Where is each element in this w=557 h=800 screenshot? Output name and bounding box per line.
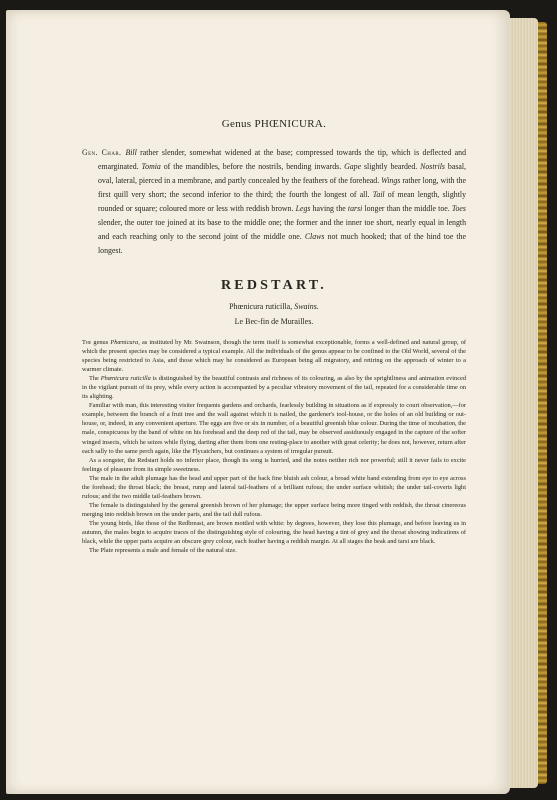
inline-text: The — [89, 375, 101, 383]
species-title: REDSTART. — [221, 278, 327, 293]
char-text: rather slender, somewhat widened at the base; compressed towards the tip, which is deflected and emarginated. — [98, 148, 466, 171]
char-term: Tomia — [141, 162, 161, 171]
char-term: Claws — [304, 232, 325, 241]
page-content — [82, 118, 466, 555]
char-text: rather long, with the first quill very short; the second inferior to the third; the fourth the longest of all. — [98, 176, 466, 199]
char-term: Legs — [295, 204, 311, 213]
lead-word: The — [82, 339, 92, 346]
inline-text: is distinguished by the beautiful contrasts and richness of its colouring, as also by the sprightliness and animation evinced in the vigilant pursuit of its prey, while every action is accompanied by a peculiar vibratory movement of the tail, repeated for a considerable time on its alighting. — [82, 375, 466, 401]
paragraph: The female is distinguished by the general greenish brown of her plumage; the upper surface being more tinged with reddish, the throat cinereous merging into reddish brown on the under parts, and the tail dull rufous. — [82, 501, 466, 518]
paragraph — [82, 374, 466, 401]
paragraph — [82, 338, 466, 374]
paragraph: As a songster, the Redstart holds no inferior place, though its song is hurried, and the notes neither rich nor powerful; still it never fails to excite feelings of pleasure from its simple sweetness. — [82, 456, 466, 473]
char-term: Toes — [451, 204, 466, 213]
latin-name — [82, 302, 466, 311]
species-name: Phœnicura ruticilla — [100, 375, 151, 383]
page-stack-edge — [510, 18, 538, 788]
genus-title: Genus PHŒNICURA. — [221, 118, 327, 130]
paragraph: The Plate represents a male and female of the natural size. — [89, 547, 237, 555]
paragraph: The young birds, like those of the Redbreast, are brown mottled with white: by degrees, however, they lose this plumage, and before leaving us in autumn, the males begin to acquire traces of the distinguishing style of colouring, the head having a tint of grey and the throat showing indications of black, while the upper parts acquire an obscure grey colour, each feather having a reddish margin. At all stages the beak and tarsi are black. — [82, 519, 466, 546]
french-name: Le Bec-fin de Murailles. — [234, 317, 314, 326]
paragraph: Familiar with man, this interesting visiter frequents gardens and orchards, fearlessly building in situations as if expressly to court observation,—for example, between the branch of a fruit tree and the wall against which it is nailed, the gardener's tool-house, or the holes of an old building or out-house, or, indeed, in any convenient aperture. The eggs are five or six in number, of a beautiful greenish blue colour. During the time of incubation, the male, conspicuous by the band of white on his forehead and the deep red of the tail, may be observed assiduously engaged in the capture of the softer winged insects, which he seizes while flying, darting after them from one resting-place to another with great celerity; he does not, however, return after each sally to the same perch again, like the Flycatchers, but continues a system of irregular pursuit. — [82, 402, 466, 455]
authority: Swains. — [294, 302, 319, 311]
char-text: of the mandibles, before the nostrils, bending inwards. — [160, 162, 345, 171]
char-text: slender, the outer toe joined at its base to the middle one; the former and the inner toe short, nearly equal in length and each reaching only to the second joint of the middle one. — [98, 218, 466, 241]
char-term: tarsi — [347, 204, 363, 213]
inline-text: genus — [93, 339, 111, 346]
char-text: slightly bearded. — [361, 162, 421, 171]
char-text: having the — [310, 204, 348, 213]
char-term: Bill — [125, 148, 137, 157]
species-description — [82, 338, 466, 555]
char-term: Wings — [381, 176, 401, 185]
char-text: longer than the middle toe. — [362, 204, 452, 213]
char-term: Gape — [344, 162, 362, 171]
char-term: Tail — [372, 190, 385, 199]
inline-text: , as instituted by Mr. Swainson, though the term itself is somewhat exceptionable, forms a well-defined and natural group, of which the present species may be considered a typical example. All the individuals of the genus appear to be confined to the Old World, several of the species being restricted to Asia, and those which may be considered as European being all migratory, and retiring on the approach of winter to a warmer climate. — [82, 339, 466, 374]
gilt-edge — [538, 22, 547, 784]
genus-name: Phœnicura — [110, 339, 139, 346]
char-text: basal, oval, lateral, pierced in a membrane, and partly concealed by the feathers of the forehead. — [98, 162, 466, 185]
gen-char-label: Gen. Char. — [82, 148, 122, 157]
char-text: of mean length, slightly rounded or square; coloured more or less with reddish brown. — [98, 190, 466, 213]
generic-characters — [82, 146, 466, 258]
latin-binomial: Phœnicura ruticilla, — [229, 302, 295, 311]
char-term: Nostrils — [420, 162, 445, 171]
char-text: not much hooked; that of the hind toe the longest. — [98, 232, 466, 255]
paragraph: The male in the adult plumage has the head and upper part of the back fine bluish ash colour, a broad white band extending from eye to eye across the forehead; the throat black; the breast, rump and lateral tail-feathers of a brilliant rufous; the under surface whitish; the under tail-coverts light rufous; and the two middle tail-feathers brown. — [82, 474, 466, 500]
